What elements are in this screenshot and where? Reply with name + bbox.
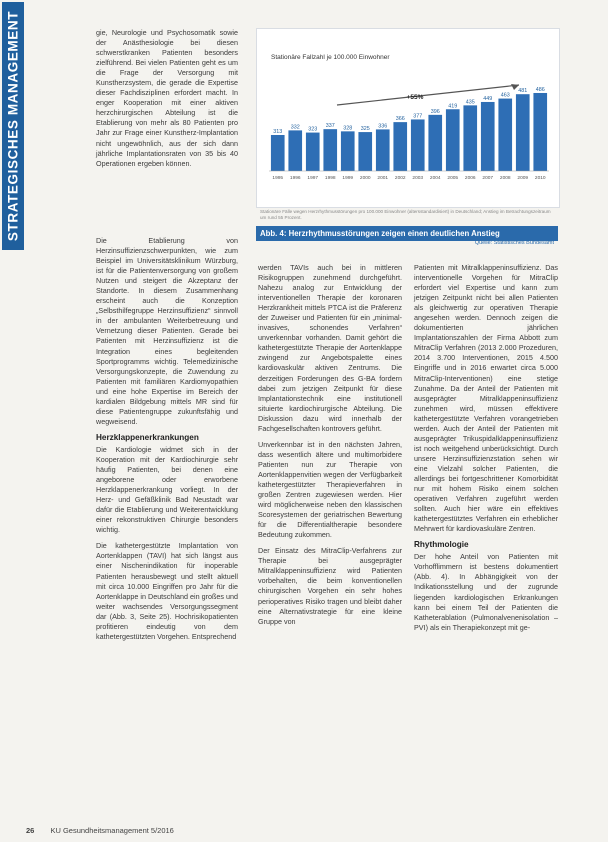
paragraph: Patienten mit Mitralklappeninsuffizienz. Das interventionelle Vorgehen für MitraClip erfordert viel Expertise und kann zum jetzigen Zeitpunkt nicht bei allen Patienten als gleichwertig zur operativen Therapie angesehen werden. Dennoch zeigen die dokumentierten jährlichen Implantationszahlen der Firma Abbott zum MitraClip Verfahren (2013 2.000 Prozeduren, 2014 3.700 Interventionen, 2015 4.500 Eingriffe und in 2016 erwartet circa 5.000 MitraClip-Interventionen) eine stetige Zunahme. Da der Anteil der Patienten mit ausgeprägter Mitralklappeninsuffizienz zunehmen wird, müssen effektivere kathetergestützte Verfahren vorangetrieben werden. Auch der Anteil der Patienten mit ausgeprägter Trikuspidalklappeninsuffizienz ist noch weitgehend unberücksichtigt. Durch unsere Herzinsuffizienzstation sehen wir eine Vielzahl solcher Patienten, die allerdings bei fortgeschrittener Komorbidität nur mit hohem Risiko einem solchen operativen Verfahren zugeführt werden sollten. Auch hier wäre ein effektives kathetergestütztes Verfahren ein erheblicher Mehrwert für kardiovaskuläre Zentren. <box>414 263 558 534</box>
tick-label: 1997 <box>307 176 319 181</box>
bar <box>393 122 407 171</box>
data-label: 328 <box>343 125 353 132</box>
bar-chart <box>257 29 559 207</box>
tick-label: 2005 <box>447 176 459 181</box>
column-3 <box>414 263 558 639</box>
bar <box>446 109 460 171</box>
chart-note: Stationäre Fälle wegen Herzrhythmusstörungen pro 100.000 Einwohner (altersstandardisiert) in Deutschland; Anstieg im Betrachtungszeitraum um rund 55 Prozent. <box>260 209 551 220</box>
paragraph: Unverkennbar ist in den nächsten Jahren, dass wesentlich ältere und multimorbidere Patienten nun zur Therapie von Aortenklappenvitien wegen der Verfügbarkeit kathetergestützter Therapieverfahren in großen Zentren zugewiesen werden. Hier wird möglicherweise neben den klassischen Scoresystemen der geriatrischen Bewertung für die Differentialtherapie besondere Bedeutung zukommen. <box>258 439 402 540</box>
paragraph: werden TAVIs auch bei in mittleren Risikogruppen zunehmend durchgeführt. Nahezu analog zur Entwicklung der interventionellen Therapie der koronaren Herzkrankheit mittels PTCA ist die Präferenz der Zuweiser und Patienten für ein „minimal-invasives, schonendes Verfahren“ unverkennbar vorhanden. Damit gehört die kathetergestützte Therapie der Aortenklappe zwingend zur Angebotspalette eines kardiovaskulär aktiven Zentrums. Die derzeitigen Forderungen des G-BA fordern dabei zum jetzigen Zeitpunkt für diese Implantationstechnik eine institutionell situierte kardiochirurgische Abteilung. Die Diskussion dazu wird innerhalb der Fachgesellschaften kontrovers geführt. <box>258 263 402 433</box>
tick-label: 2004 <box>429 176 441 181</box>
paragraph: Die Kardiologie widmet sich in der Kooperation mit der Kardiochirurgie sehr häufig Patienten, bei denen eine angeborene oder erworbene Herzklappenerkrankung vorliegt. In der Herz- und Gefäßklinik Bad Neustadt war dafür die Etablierung und Weiterentwicklung einer rekonstruktiven Chirurgie besonders wichtig. <box>96 444 238 535</box>
data-label: 323 <box>308 126 318 133</box>
figure-source: Quelle: Statistisches Bundesamt <box>474 240 554 246</box>
section-heading: Rhythmologie <box>414 540 469 550</box>
tick-label: 1996 <box>289 176 301 181</box>
section-label: STRATEGISCHES MANAGEMENT <box>5 10 21 242</box>
bar <box>498 99 512 171</box>
chart-box <box>256 28 560 208</box>
bar <box>463 105 477 171</box>
trend-annotation: +55% <box>406 94 424 101</box>
data-label: 337 <box>325 123 335 130</box>
bar <box>271 135 285 171</box>
data-label: 463 <box>500 92 510 99</box>
paragraph: Der Einsatz des MitraClip-Verfahrens zur Therapie bei ausgeprägter Mitralklappeninsuffizienz wird Patienten vorbehalten, die beim konventionellen chirurgischen Vorgehen ein sehr hohes perioperatives Risiko tragen und bleibt daher eine Alternativstrategie für eine kleine Gruppe von <box>258 546 402 626</box>
paragraph: gie, Neurologie und Psychosomatik sowie der Anästhesiologie bei diesen schwerstkranken Patienten besonders zielführend. Bei vielen Patienten geht es um die Frage der Versorgung mit Kunstherzsystem, die gerade die Expertise dieser Fachdisziplinen erfordert macht. In enger Kooperation mit einer aktiven herzchirurgischen Abteilung ist die Etablierung von mehr als 80 Patienten pro Jahr zur Frage einer Kunstherz-Implantation nicht ungewöhnlich, aus der sich dann jährliche Implantationsraten von 35 bis 40 Operationen ergeben können. <box>96 28 238 168</box>
bar <box>411 119 425 171</box>
tick-label: 2007 <box>482 176 494 181</box>
tick-label: 1995 <box>272 176 284 181</box>
data-label: 313 <box>273 128 283 135</box>
tick-label: 2010 <box>534 176 546 181</box>
section-heading: Herzklappenerkrankungen <box>96 432 199 442</box>
tick-label: 2008 <box>499 176 511 181</box>
data-label: 377 <box>413 113 423 120</box>
sidebar <box>0 0 26 842</box>
bar <box>376 129 390 171</box>
tick-label: 2006 <box>464 176 476 181</box>
tick-label: 2000 <box>359 176 371 181</box>
data-label: 336 <box>378 123 388 130</box>
bar <box>481 102 495 171</box>
page-footer <box>26 826 174 835</box>
paragraph: Der hohe Anteil von Patienten mit Vorhofflimmern ist bestens dokumentiert (Abb. 4). In Abhängigkeit von der Indikationsstellung und der zugrunde liegenden kardiologischen Erkrankungen kann bei einem Teil der Patienten die Katheterablation (Pulmonalvenenisolation – PVI) als ein Therapiekonzept mit ge- <box>414 552 558 632</box>
data-label: 396 <box>430 108 440 115</box>
page-number: 26 <box>26 826 35 835</box>
bar <box>533 93 547 171</box>
column-1-top <box>96 28 238 175</box>
data-label: 325 <box>360 126 370 133</box>
bar <box>306 133 320 171</box>
data-label: 366 <box>395 116 405 123</box>
bar <box>358 132 372 171</box>
figure-caption: Abb. 4: Herzrhythmusstörungen zeigen einen deutlichen Anstieg <box>256 226 558 241</box>
section-band <box>2 2 24 250</box>
data-label: 486 <box>535 86 545 93</box>
tick-label: 2009 <box>517 176 529 181</box>
tick-label: 2001 <box>377 176 389 181</box>
paragraph: Die Etablierung von Herzinsuffizienzschwerpunkten, wie zum Beispiel im Universitätsklinikum Würzburg, ist für die Patientenversorgung von großem Nutzen und steigert die Akzeptanz der Standorte. In diesem Zusammenhang erscheint auch die Konzeption „Selbsthilfegruppe Herzinsuffizienz“ sinnvoll in der ambulanten Weiterbetreuung und Vernetzung dieser Patienten. Gerade bei Patienten mit Herzinsuffizienz ist die Integration eines begleitenden Sportprogramms wichtig. Telemedizinische Versorgungskonzepte, die Zuwendung zu Patienten mit familiären Kardiomyopathien und eine hohe Expertise im Bereich der kardialen Bildgebung mittels MR sind für diese Patientengruppe zukunftsfähig und wegweisend. <box>96 236 238 426</box>
tick-label: 2003 <box>412 176 424 181</box>
paragraph: Die kathetergestützte Implantation von Aortenklappen (TAVI) hat sich längst aus einer Nischenindikation für inoperable Patienten herausbewegt und stellt aktuell mit circa 10.000 Eingriffen pro Jahr für die Aortenklappe in Deutschland ein großes und weiter wachsendes Versorgungssegment dar (Abb. 3, Seite 25). Hochrisikopatienten profitieren eindeutig von dem kathetergestützten Vorgehen. Entsprechend <box>96 541 238 641</box>
data-label: 481 <box>518 88 528 95</box>
data-label: 435 <box>465 99 475 106</box>
bar <box>323 129 337 171</box>
bar <box>288 130 302 171</box>
journal-name: KU Gesundheitsmanagement 5/2016 <box>50 826 174 835</box>
data-label: 332 <box>290 124 300 131</box>
tick-label: 1998 <box>324 176 336 181</box>
bar <box>428 115 442 171</box>
bar <box>341 131 355 171</box>
chart-title: Stationäre Fallzahl je 100.000 Einwohner <box>271 54 390 61</box>
data-label: 419 <box>448 103 458 110</box>
bar <box>516 94 530 171</box>
tick-label: 1999 <box>342 176 354 181</box>
column-1 <box>96 236 238 648</box>
figure-4 <box>256 28 558 246</box>
data-label: 449 <box>483 95 493 102</box>
column-2 <box>258 263 402 633</box>
tick-label: 2002 <box>394 176 406 181</box>
